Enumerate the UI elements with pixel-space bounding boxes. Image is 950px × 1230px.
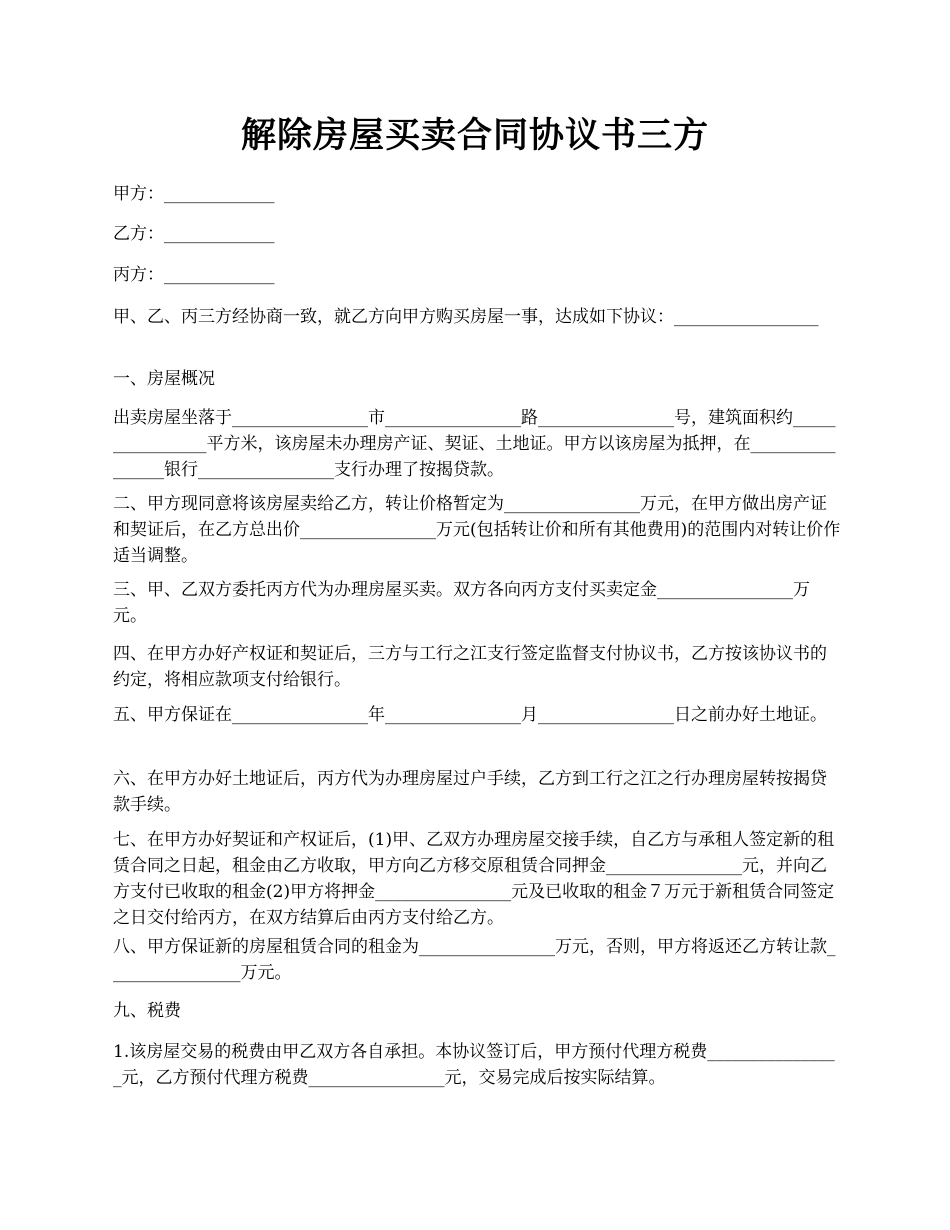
section-1-heading: 一、房屋概况 [113,369,215,389]
section-9-heading: 九、税费 [113,1001,181,1021]
party-b-line: 乙方：_____________ [113,224,275,244]
clause-9-1: 1.该房屋交易的税费由甲乙双方各自承担。本协议签订后，甲方预付代理方税费________________元，乙方预付代理方税费________________元，交易完成后按实际结算。 [113,1042,835,1088]
clause-3: 三、甲、乙双方委托丙方代为办理房屋买卖。双方各向丙方支付买卖定金________________万元。 [113,580,810,626]
clause-8: 八、甲方保证新的房屋租赁合同的租金为________________万元，否则，甲方将返还乙方转让款________________万元。 [113,937,836,983]
party-c-line: 丙方：_____________ [113,265,275,285]
clause-5: 五、甲方保证在________________年________________月________________日之前办好土地证。 [113,705,827,725]
party-a-line: 甲方：_____________ [113,184,275,204]
document-title: 解除房屋买卖合同协议书三方 [240,115,709,156]
clause-6: 六、在甲方办好土地证后，丙方代为办理房屋过户手续，乙方到工行之江之行办理房屋转按揭贷款手续。 [113,769,827,815]
clause-2: 二、甲方现同意将该房屋卖给乙方，转让价格暂定为________________万元，在甲方做出房产证和契证后，在乙方总出价________________万元(包括转让价和所有其他费用)的范围内对转让价作适当调整。 [113,494,841,566]
clause-7: 七、在甲方办好契证和产权证后，(1)甲、乙双方办理房屋交接手续，自乙方与承租人签定新的租赁合同之日起，租金由乙方收取，甲方向乙方移交原租赁合同押金________________元，并向乙方支付已收取的租金(2)甲方将押金________________元及已收取的租金７万元于新租赁合同签定之日交付给丙方，在双方结算后由丙方支付给乙方。 [113,830,835,928]
intro-paragraph: 甲、乙、丙三方经协商一致，就乙方向甲方购买房屋一事，达成如下协议：_________________ [113,307,819,327]
clause-4: 四、在甲方办好产权证和契证后，三方与工行之江支行签定监督支付协议书，乙方按该协议书的约定，将相应款项支付给银行。 [113,644,827,690]
section-1-body: 出卖房屋坐落于________________市________________路________________号，建筑面积约________________平方米，该房屋未办理房产证、契证、土地证。甲方以该房屋为抵押，在________________银行________________支行办理了按揭贷款。 [113,408,836,480]
